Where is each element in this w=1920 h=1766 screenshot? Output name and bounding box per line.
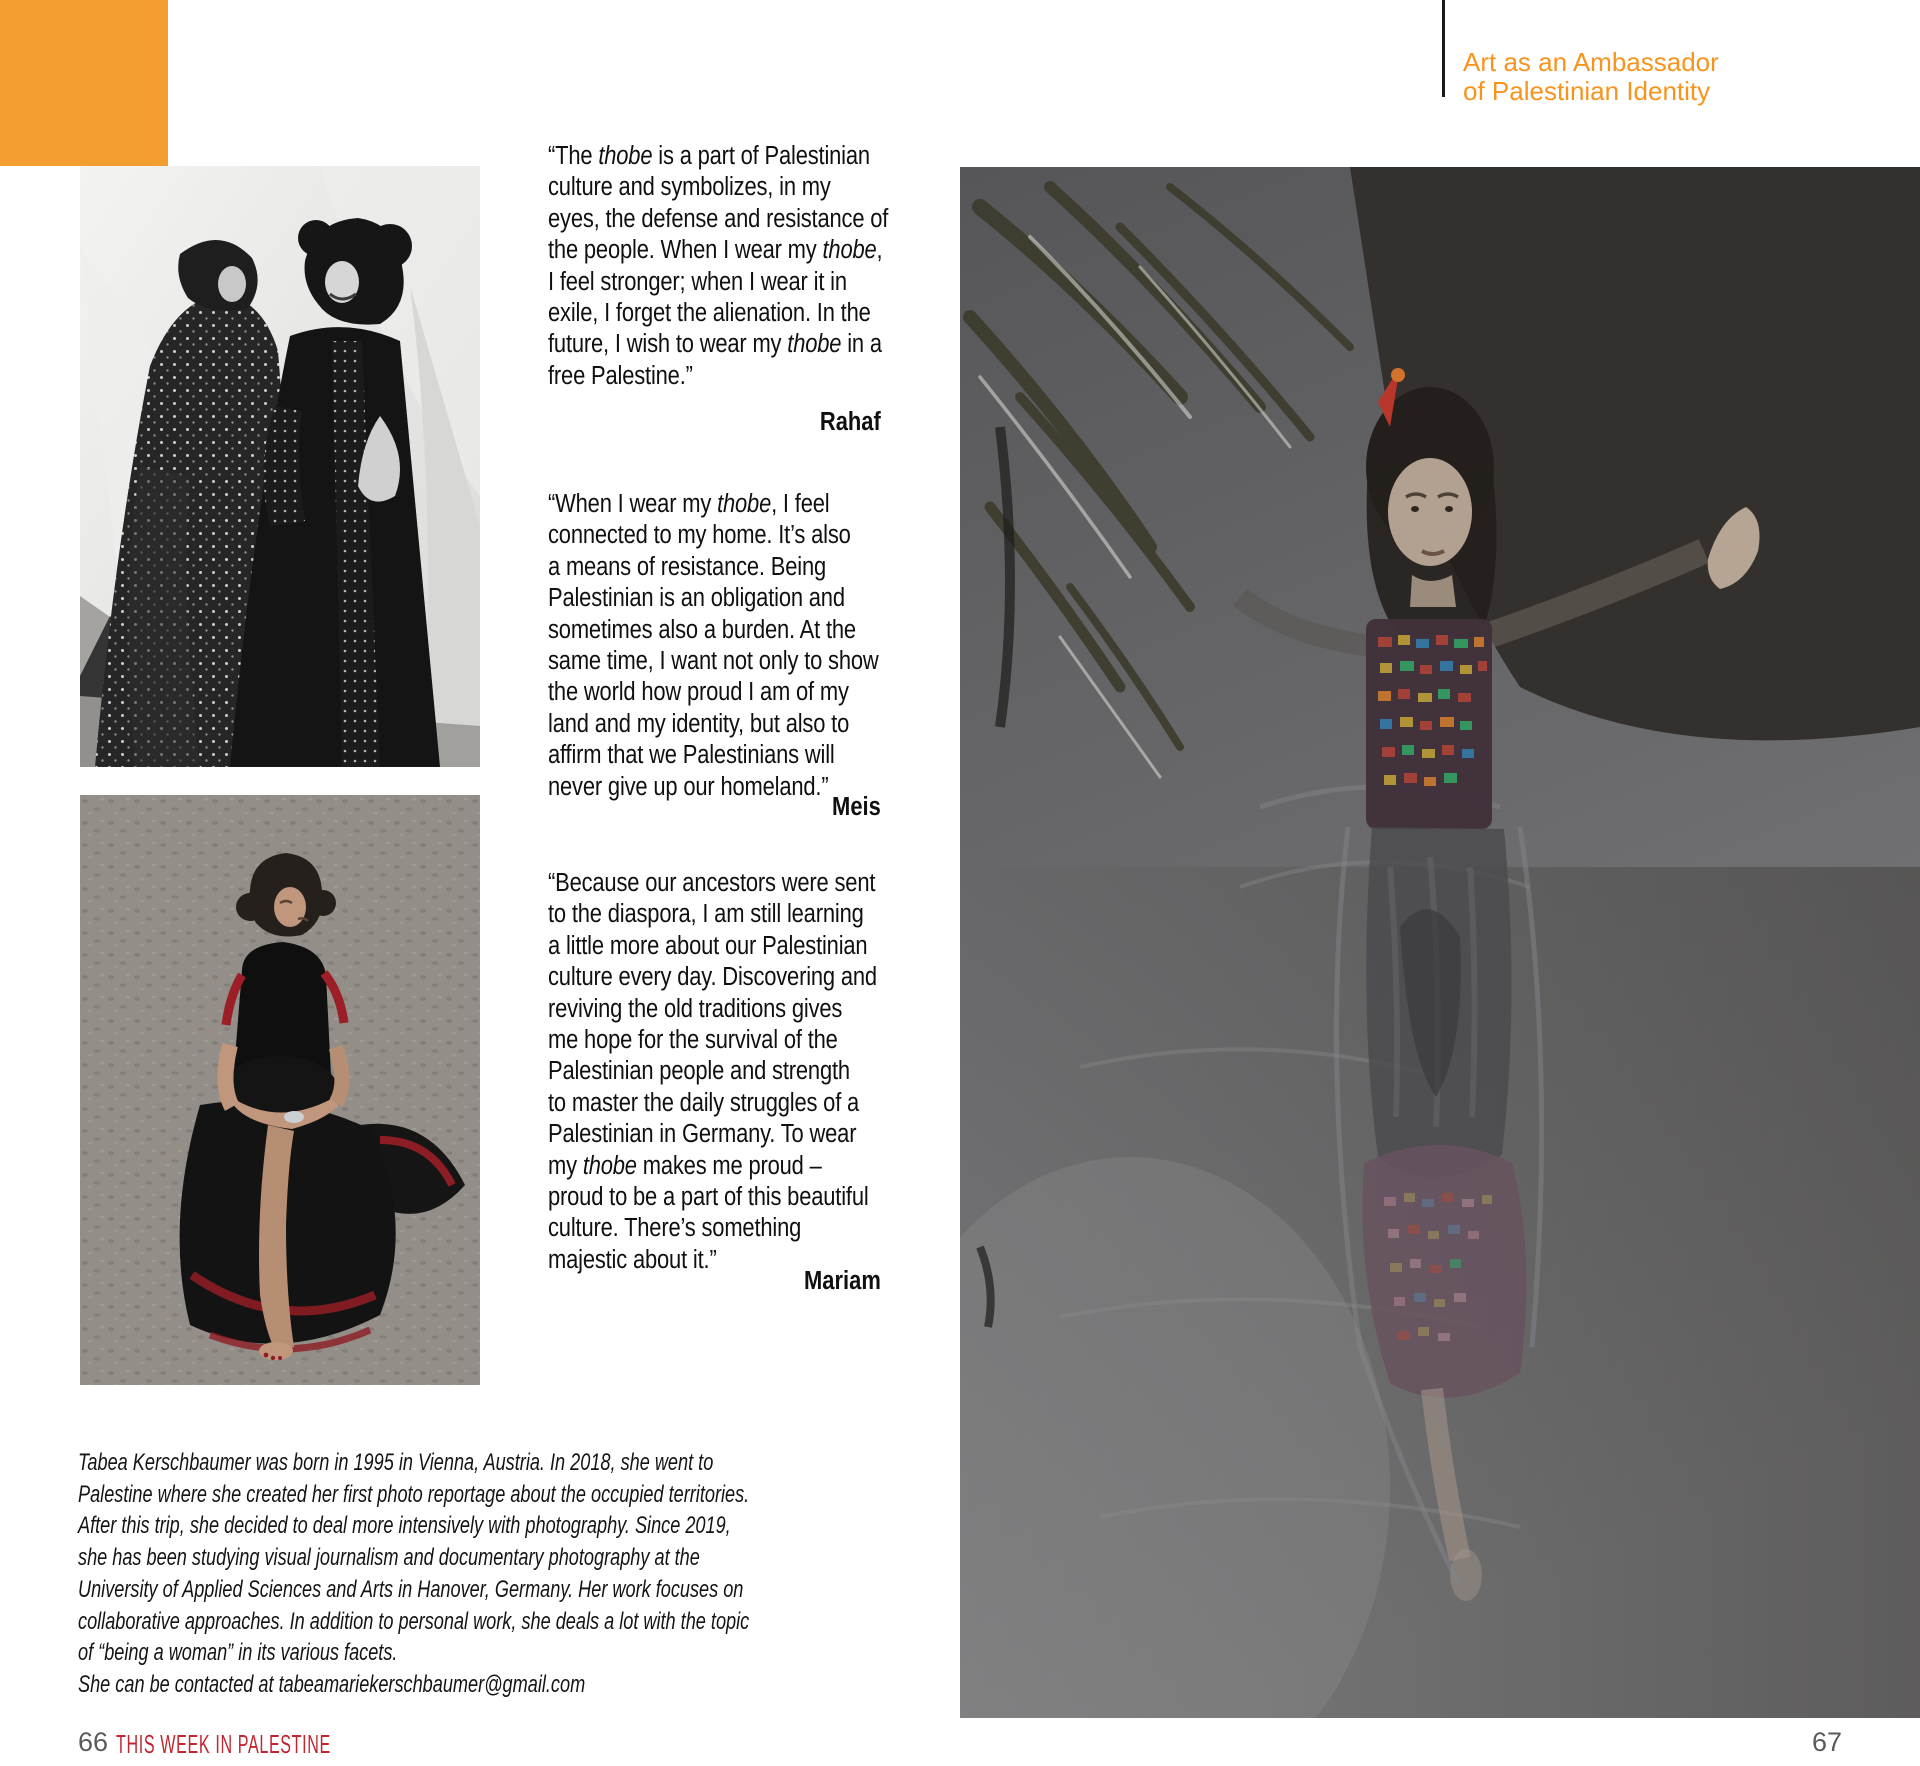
page-number-left: 66 bbox=[78, 1727, 109, 1757]
photo-woman-on-sand bbox=[80, 795, 480, 1385]
header-divider-line bbox=[1442, 0, 1445, 97]
quote-meis: “When I wear my thobe, I feel connected to my home. It’s also a means of resistance. Being Palestinian is an obligation and sometimes also a burden. At the same time, I want not only to show the world how proud I am of my land and my identity, but also to affirm that we Palestinians will never give up our homeland.” bbox=[548, 490, 879, 801]
photo-two-women-thobes bbox=[80, 166, 480, 767]
magazine-logo: THIS WEEK IN PALESTINE bbox=[116, 1729, 331, 1759]
photographer-bio: Tabea Kerschbaumer was born in 1995 in Vienna, Austria. In 2018, she went to Palestine where she created her first photo reportage about the occupied territories. After this trip, she decided to deal more intensively with photography. Since 2019, she has been studying visual journalism and documentary photography at the University of Applied Sciences and Arts in Hanover, Germany. Her work focuses on collaborative approaches. In addition to personal work, she deals a lot with the topic of “being a woman” in its various facets. She can be contacted at tabeamariekerschbaumer@gmail.com bbox=[78, 1449, 750, 1698]
quote-attribution-mariam: Mariam bbox=[804, 1267, 881, 1295]
article-title-line2: of Palestinian Identity bbox=[1463, 76, 1711, 106]
article-title-line1: Art as an Ambassador bbox=[1463, 47, 1719, 77]
quote-attribution-meis: Meis bbox=[832, 793, 881, 821]
photo-woman-on-sand-illustration bbox=[80, 795, 480, 1385]
photo-woman-floating-in-water bbox=[960, 167, 1920, 1718]
photo-woman-floating-illustration bbox=[960, 167, 1920, 1718]
quote-mariam: “Because our ancestors were sent to the diaspora, I am still learning a little more about our Palestinian culture every day. Discovering and reviving the old traditions gives me hope for the survival of the Palestinian people and strength to master the daily struggles of a Palestinian in Germany. To wear my thobe makes me proud – proud to be a part of this beautiful culture. There’s something majestic about it.” bbox=[548, 869, 877, 1274]
photo-two-women-illustration bbox=[80, 166, 480, 767]
article-title bbox=[1463, 48, 1783, 106]
quote-attribution-rahaf: Rahaf bbox=[819, 408, 881, 436]
quote-rahaf: “The thobe is a part of Palestinian culture and symbolizes, in my eyes, the defense and resistance of the people. When I wear my thobe, I feel stronger; when I wear it in exile, I forget the alienation. In the future, I wish to wear my thobe in a free Palestine.” bbox=[548, 142, 889, 390]
page-number-right: 67 bbox=[1812, 1727, 1843, 1757]
orange-corner-block bbox=[0, 0, 168, 166]
